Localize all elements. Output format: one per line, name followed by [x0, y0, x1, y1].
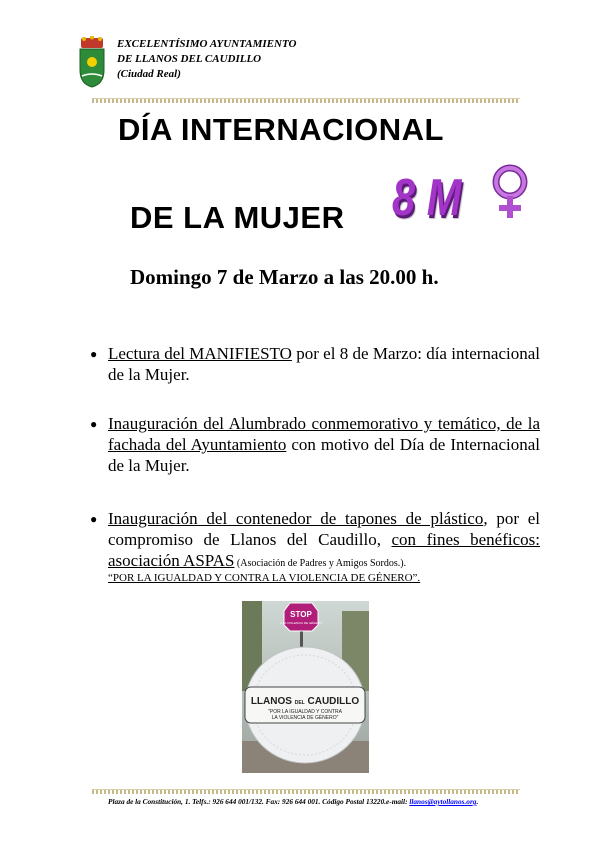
photo-label-main: LLANOS [250, 696, 292, 707]
bullet-icon: ● [90, 417, 98, 431]
footer-email-link[interactable]: llanos@aytollanos.org [409, 797, 477, 806]
council-province: (Ciudad Real) [117, 68, 181, 80]
item3-note: (Asociación de Padres y Amigos Sordos.). [234, 558, 407, 569]
slogan: “POR LA IGUALDAD Y CONTRA LA VIOLENCIA DE GÉNERO”. [108, 572, 421, 584]
header-divider [92, 98, 520, 103]
list-item [108, 413, 540, 476]
stop-sign-sub: A LA VIOLENCIA DE GÉNERO [280, 621, 322, 625]
item1-text: por el 8 de Marzo: día internacional de la Mujer. [108, 344, 541, 384]
item2-text: con motivo del Día de Internacional de la Mujer. [108, 435, 540, 475]
title-line1: DÍA INTERNACIONAL [118, 112, 444, 147]
list-item [108, 343, 540, 385]
item2-underlined: Inauguración del Alumbrado conmemorativo y temático, de la fachada del Ayuntamiento [108, 414, 540, 454]
footer-divider [92, 789, 520, 794]
event-date: Domingo 7 de Marzo a las 20.00 h. [130, 265, 439, 289]
photo-label-end: CAUDILLO [307, 696, 360, 707]
svg-text:LLANOS DEL CAUDILLO [251, 696, 360, 707]
venus-icon [488, 162, 532, 222]
stop-sign-text: STOP [290, 610, 312, 619]
title-line2: DE LA MUJER [130, 200, 345, 235]
council-name-line2: DE LLANOS DEL CAUDILLO [117, 53, 262, 65]
item3-underlined2: con fines benéficos: asociación ASPAS [108, 530, 540, 570]
photo-label-sub1: "POR LA IGUALDAD Y CONTRA [268, 709, 342, 715]
container-photo [242, 601, 369, 773]
item1-underlined: Lectura del MANIFIESTO [108, 344, 292, 363]
council-header [117, 37, 296, 82]
footer [108, 797, 478, 806]
footer-end: . [476, 797, 479, 806]
item3-underlined1: Inauguración del contenedor de tapones de plástico [108, 509, 484, 528]
bullet-icon: ● [90, 347, 98, 361]
council-name-line1: EXCELENTÍSIMO AYUNTAMIENTO [117, 38, 297, 50]
photo-label-sub2: LA VIOLENCIA DE GÉNERO" [271, 715, 339, 721]
list-item [108, 508, 540, 574]
8m-badge: 8 M [392, 169, 462, 227]
item3-text: , por el compromiso de Llanos del Caudillo, [108, 509, 540, 549]
coat-of-arms-icon [78, 36, 106, 88]
photo-label-del: DEL [294, 700, 305, 706]
bullet-icon: ● [90, 512, 98, 526]
footer-address: Plaza de la Constitución, 1. Telfs.: 926 644 001/132. Fax: 926 644 001. Código Postal 13220.e-mail: [108, 797, 410, 806]
